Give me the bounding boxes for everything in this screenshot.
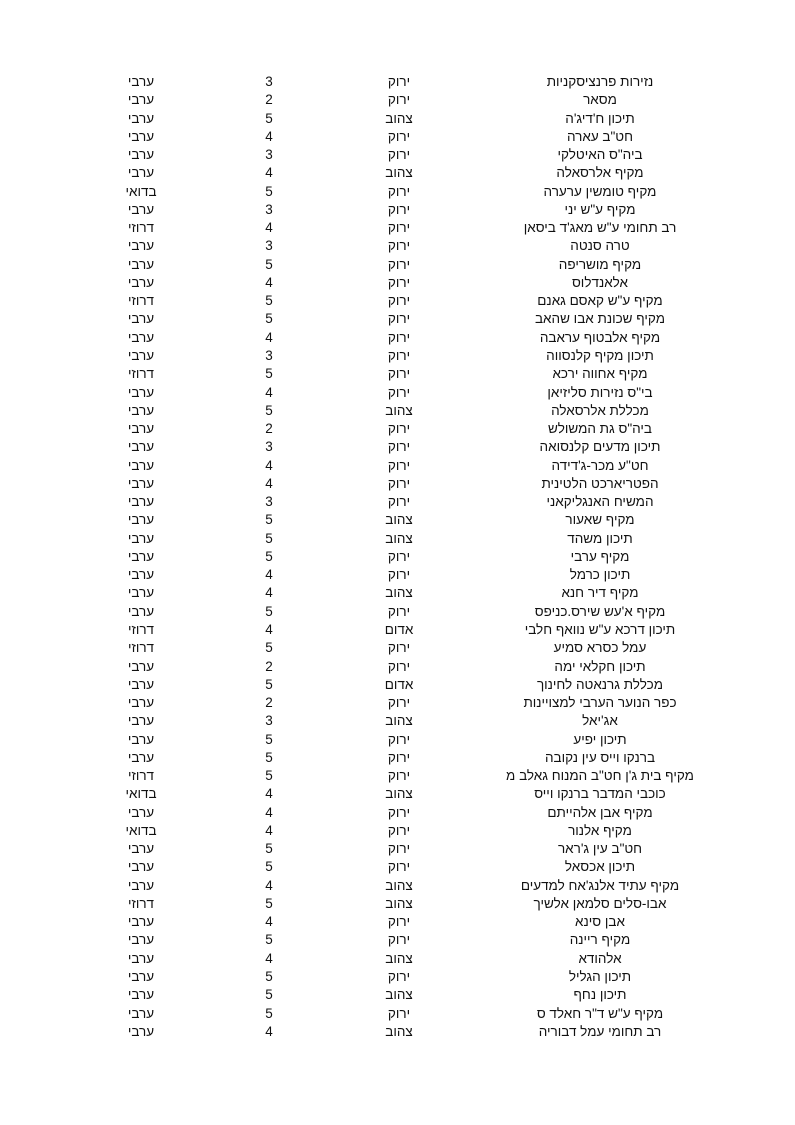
school-name-cell: תיכון חקלאי ימה [554,658,646,674]
sector-cell: ערבי [127,804,155,820]
score-cell: 3 [265,147,273,163]
score-cell: 5 [265,512,273,528]
sector-cell: ערבי [127,311,155,327]
school-name-cell: מקיף ערבי [570,548,630,564]
score-cell: 4 [265,877,273,893]
school-name-cell: רב תחומי עמל דבוריה [538,1023,662,1039]
school-name-cell: אלאנדלוס [571,274,629,290]
table-row [0,584,795,602]
score-cell: 4 [265,128,273,144]
school-name-cell: מקיף ע"ש יני [564,201,636,217]
score-cell: 2 [265,658,273,674]
school-name-cell: אבו-סלים סלמאן אלשיך [533,895,667,911]
school-name-cell: תיכון משהד [567,530,633,546]
school-name-cell: כוכבי המדבר ברנקו וייס [534,786,666,802]
score-cell: 5 [265,256,273,272]
score-cell: 4 [265,274,273,290]
color-cell: צהוב [385,512,413,528]
sector-cell: ערבי [127,585,155,601]
sector-cell: דרוזי [127,621,155,637]
sector-cell: ערבי [127,530,155,546]
score-cell: 4 [265,914,273,930]
score-cell: 5 [265,895,273,911]
score-cell: 3 [265,201,273,217]
school-name-cell: מסאר [583,92,617,108]
table-row [0,438,795,456]
school-name-cell: הפטריארכט הלטינית [541,475,659,491]
school-name-cell: מקיף שאעור [565,512,635,528]
table-row [0,694,795,712]
score-cell: 3 [265,238,273,254]
sector-cell: ערבי [127,841,155,857]
table-row [0,91,795,109]
score-cell: 5 [265,1005,273,1021]
school-name-cell: חט"ב עארה [566,128,634,144]
sector-cell: ערבי [127,713,155,729]
sector-cell: בדואי [125,183,157,199]
school-name-cell: תיכון אכסאל [564,859,636,875]
sector-cell: ערבי [127,969,155,985]
sector-cell: ערבי [127,914,155,930]
table-row [0,822,795,840]
color-cell: ירוק [387,475,411,491]
sector-cell: ערבי [127,548,155,564]
color-cell: ירוק [387,92,411,108]
table-row [0,402,795,420]
color-cell: ירוק [387,804,411,820]
table-row [0,511,795,529]
sector-cell: ערבי [127,658,155,674]
school-name-cell: מכללת אלרסאלה [551,402,649,418]
sector-cell: ערבי [127,147,155,163]
table-row [0,749,795,767]
schools-table [0,73,795,1041]
school-name-cell: עמל כסרא סמיע [553,640,647,656]
score-cell: 3 [265,439,273,455]
score-cell: 5 [265,110,273,126]
color-cell: ירוק [387,311,411,327]
table-row [0,968,795,986]
score-cell: 4 [265,457,273,473]
school-name-cell: תיכון מדעים קלנסואה [539,439,661,455]
color-cell: ירוק [387,658,411,674]
table-row [0,731,795,749]
school-name-cell: רב תחומי ע"ש מאג'ד ביסאן [523,220,677,236]
table-row [0,256,795,274]
color-cell: ירוק [387,695,411,711]
score-cell: 5 [265,987,273,1003]
school-name-cell: ביה"ס גת המשולש [548,421,652,437]
table-row [0,164,795,182]
color-cell: צהוב [385,165,413,181]
sector-cell: ערבי [127,128,155,144]
color-cell: ירוק [387,603,411,619]
sector-cell: דרוזי [127,768,155,784]
color-cell: ירוק [387,256,411,272]
table-row [0,712,795,730]
school-name-cell: בי"ס נזירות סליזיאן [547,384,653,400]
school-name-cell: אבן סינא [575,914,625,930]
school-name-cell: מקיף עתיד אלנג'אח למדעים [520,877,680,893]
score-cell: 5 [265,676,273,692]
score-cell: 4 [265,786,273,802]
sector-cell: ערבי [127,347,155,363]
score-cell: 5 [265,183,273,199]
sector-cell: ערבי [127,494,155,510]
table-row [0,110,795,128]
score-cell: 3 [265,494,273,510]
color-cell: ירוק [387,768,411,784]
school-name-cell: טרה סנטה [570,238,630,254]
sector-cell: ערבי [127,749,155,765]
color-cell: ירוק [387,384,411,400]
score-cell: 4 [265,621,273,637]
school-name-cell: מקיף אחווה ירכא [552,366,648,382]
score-cell: 4 [265,1023,273,1039]
school-name-cell: נזירות פרנציסקניות [546,74,654,89]
school-name-cell: מקיף דיר חנא [561,585,639,601]
color-cell: ירוק [387,548,411,564]
sector-cell: ערבי [127,676,155,692]
sector-cell: ערבי [127,950,155,966]
table-row [0,785,795,803]
sector-cell: ערבי [127,512,155,528]
color-cell: ירוק [387,347,411,363]
table-row [0,530,795,548]
sector-cell: ערבי [127,1023,155,1039]
score-cell: 3 [265,347,273,363]
color-cell: ירוק [387,859,411,875]
school-name-cell: מקיף ע"ש קאסם גאנם [537,293,663,309]
color-cell: ירוק [387,421,411,437]
score-cell: 4 [265,329,273,345]
school-name-cell: המשיח האנגליקאני [546,494,654,510]
school-name-cell: תיכון נחף [573,987,627,1003]
sector-cell: בדואי [125,822,157,838]
sector-cell: ערבי [127,421,155,437]
school-name-cell: תיכון הגליל [568,969,632,985]
score-cell: 2 [265,421,273,437]
school-name-cell: מקיף אלנור [568,822,632,838]
table-row [0,201,795,219]
school-name-cell: מקיף אבן אלהייתם [547,804,653,820]
sector-cell: דרוזי [127,293,155,309]
school-name-cell: מקיף אלרסאלה [556,165,644,181]
table-row [0,493,795,511]
color-cell: אדום [384,676,414,692]
table-row [0,877,795,895]
sector-cell: ערבי [127,201,155,217]
sector-cell: ערבי [127,695,155,711]
score-cell: 5 [265,969,273,985]
color-cell: ירוק [387,147,411,163]
sector-cell: ערבי [127,731,155,747]
color-cell: ירוק [387,932,411,948]
score-cell: 5 [265,603,273,619]
school-name-cell: מקיף טומשין ערערה [543,183,657,199]
color-cell: צהוב [385,713,413,729]
color-cell: ירוק [387,567,411,583]
color-cell: ירוק [387,74,411,89]
school-name-cell: ביה"ס האיטלקי [557,147,643,163]
table-row [0,347,795,365]
score-cell: 4 [265,804,273,820]
table-row [0,621,795,639]
color-cell: ירוק [387,749,411,765]
table-row [0,895,795,913]
score-cell: 3 [265,74,273,89]
table-row [0,676,795,694]
table-row [0,913,795,931]
school-name-cell: כפר הנוער הערבי למצויינות [523,695,677,711]
table-row [0,183,795,201]
color-cell: ירוק [387,731,411,747]
school-name-cell: תיכון מקיף קלנסווה [546,347,654,363]
table-row [0,420,795,438]
school-name-cell: מקיף בית ג'ן חט"ב המנוח גאלב מ [506,768,694,784]
color-cell: ירוק [387,439,411,455]
table-row [0,73,795,91]
score-cell: 5 [265,366,273,382]
table-row [0,384,795,402]
color-cell: ירוק [387,128,411,144]
school-name-cell: מקיף ע"ש ד"ר חאלד ס [536,1005,664,1021]
school-name-cell: מקיף שכונת אבו שהאב [534,311,666,327]
sector-cell: בדואי [125,786,157,802]
color-cell: ירוק [387,822,411,838]
color-cell: צהוב [385,530,413,546]
sector-cell: ערבי [127,567,155,583]
color-cell: ירוק [387,494,411,510]
sector-cell: ערבי [127,877,155,893]
score-cell: 4 [265,950,273,966]
table-row [0,804,795,822]
score-cell: 3 [265,713,273,729]
score-cell: 5 [265,640,273,656]
table-row [0,603,795,621]
sector-cell: דרוזי [127,220,155,236]
score-cell: 4 [265,822,273,838]
sector-cell: ערבי [127,439,155,455]
school-name-cell: מקיף מושריפה [558,256,642,272]
school-name-cell: תיכון ח'דיג'ה [565,110,635,126]
score-cell: 5 [265,548,273,564]
sector-cell: ערבי [127,457,155,473]
score-cell: 4 [265,384,273,400]
color-cell: ירוק [387,841,411,857]
color-cell: צהוב [385,110,413,126]
school-name-cell: מקיף אלבטוף עראבה [539,329,661,345]
score-cell: 5 [265,293,273,309]
score-cell: 5 [265,311,273,327]
sector-cell: ערבי [127,987,155,1003]
color-cell: צהוב [385,585,413,601]
table-row [0,931,795,949]
table-row [0,146,795,164]
table-row [0,1023,795,1041]
sector-cell: ערבי [127,603,155,619]
table-row [0,658,795,676]
color-cell: ירוק [387,640,411,656]
school-name-cell: מקיף ריינה [569,932,631,948]
color-cell: ירוק [387,274,411,290]
sector-cell: ערבי [127,92,155,108]
table-row [0,365,795,383]
score-cell: 5 [265,932,273,948]
sector-cell: ערבי [127,329,155,345]
sector-cell: ערבי [127,1005,155,1021]
score-cell: 4 [265,475,273,491]
sector-cell: ערבי [127,238,155,254]
score-cell: 5 [265,749,273,765]
sector-cell: ערבי [127,402,155,418]
sector-cell: ערבי [127,932,155,948]
sector-cell: ערבי [127,274,155,290]
score-cell: 4 [265,567,273,583]
score-cell: 2 [265,695,273,711]
color-cell: ירוק [387,201,411,217]
score-cell: 5 [265,859,273,875]
table-row [0,219,795,237]
school-name-cell: אג'יאל [582,713,618,729]
table-row [0,639,795,657]
color-cell: ירוק [387,329,411,345]
sector-cell: דרוזי [127,640,155,656]
color-cell: ירוק [387,183,411,199]
color-cell: צהוב [385,950,413,966]
score-cell: 4 [265,165,273,181]
school-name-cell: תיכון דרכא ע"ש נוואף חלבי [524,621,676,637]
color-cell: ירוק [387,238,411,254]
table-row [0,858,795,876]
table-row [0,237,795,255]
color-cell: ירוק [387,293,411,309]
score-cell: 4 [265,220,273,236]
color-cell: צהוב [385,786,413,802]
color-cell: ירוק [387,220,411,236]
score-cell: 5 [265,530,273,546]
sector-cell: ערבי [127,859,155,875]
sector-cell: דרוזי [127,895,155,911]
color-cell: ירוק [387,457,411,473]
table-row [0,274,795,292]
school-name-cell: מכללת גרנאטה לחינוך [536,676,664,692]
table-row [0,475,795,493]
color-cell: צהוב [385,877,413,893]
school-name-cell: מקיף א'עש שירס.כניפס [534,603,666,619]
table-row [0,548,795,566]
school-name-cell: תיכון יפיע [573,731,627,747]
table-row [0,310,795,328]
sector-cell: דרוזי [127,366,155,382]
school-name-cell: תיכון כרמל [569,567,631,583]
sector-cell: ערבי [127,256,155,272]
table-row [0,1005,795,1023]
color-cell: צהוב [385,987,413,1003]
table-row [0,566,795,584]
color-cell: ירוק [387,969,411,985]
school-name-cell: ברנקו וייס עין נקובה [544,749,656,765]
table-row [0,329,795,347]
school-name-cell: חט"ב עין ג'ראר [557,841,643,857]
table-row [0,767,795,785]
color-cell: ירוק [387,914,411,930]
table-row [0,457,795,475]
table-row [0,986,795,1004]
score-cell: 5 [265,841,273,857]
score-cell: 2 [265,92,273,108]
color-cell: צהוב [385,1023,413,1039]
sector-cell: ערבי [127,165,155,181]
school-name-cell: חט"ע מכר-ג'דידה [551,457,649,473]
color-cell: צהוב [385,402,413,418]
color-cell: אדום [384,621,414,637]
score-cell: 4 [265,585,273,601]
color-cell: ירוק [387,1005,411,1021]
color-cell: צהוב [385,895,413,911]
sector-cell: ערבי [127,384,155,400]
school-name-cell: אלהודא [578,950,622,966]
table-row [0,950,795,968]
score-cell: 5 [265,731,273,747]
sector-cell: ערבי [127,74,155,89]
color-cell: ירוק [387,366,411,382]
table-row [0,292,795,310]
table-row [0,840,795,858]
sector-cell: ערבי [127,110,155,126]
table-row [0,128,795,146]
score-cell: 5 [265,768,273,784]
sector-cell: ערבי [127,475,155,491]
score-cell: 5 [265,402,273,418]
